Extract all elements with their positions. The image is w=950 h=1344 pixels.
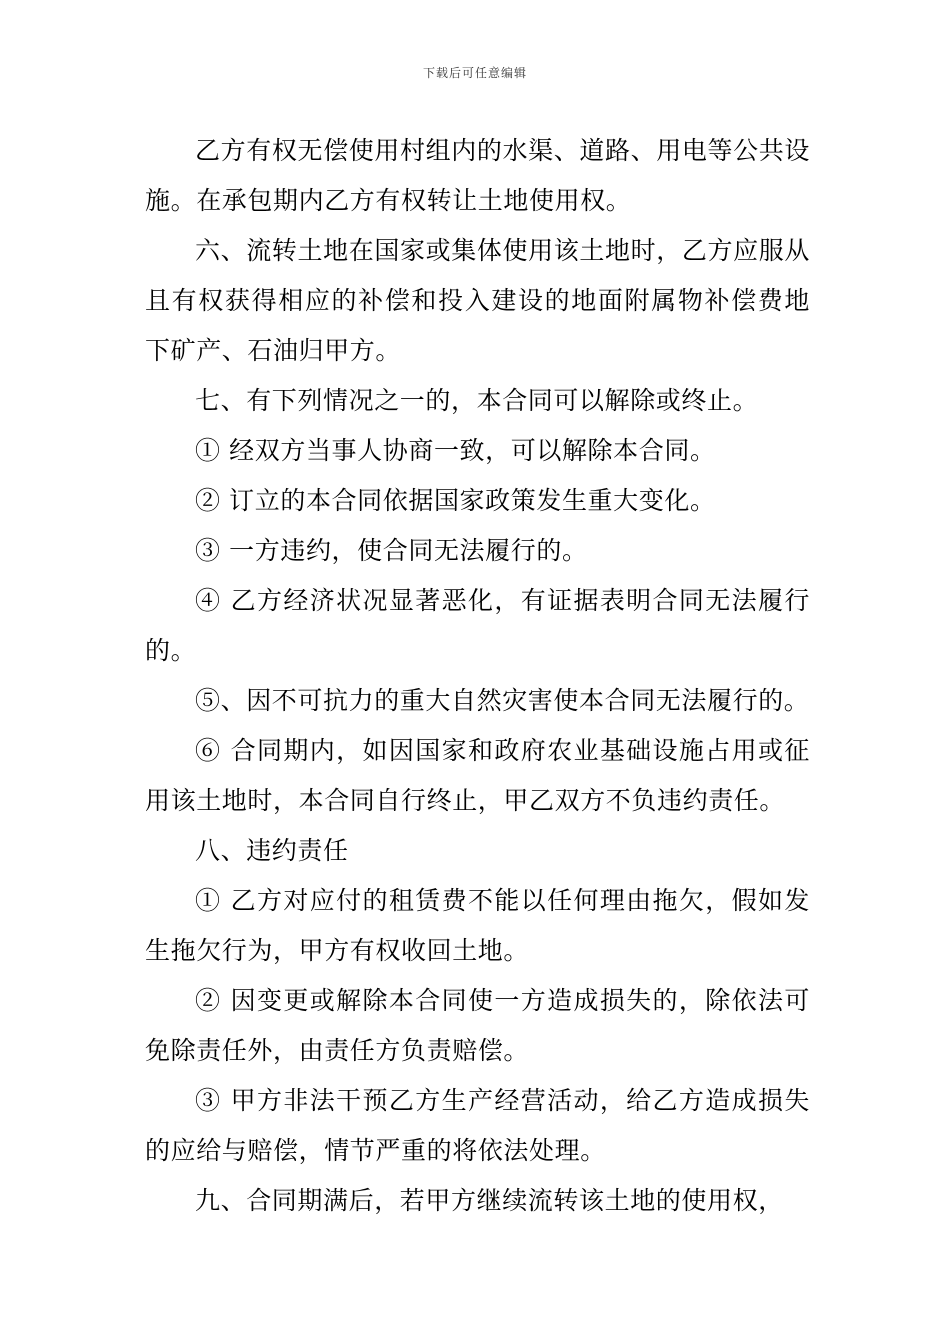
paragraph-clause-7-item-1: ① 经双方当事人协商一致，可以解除本合同。 (195, 436, 716, 465)
paragraph-clause-8-item-3: ③ 甲方非法干预乙方生产经营活动，给乙方造成损失的应给与赔偿，情节严重的将依法处理。 (145, 1086, 810, 1165)
document-body (145, 126, 810, 1226)
paragraph-clause-8-item-1: ① 乙方对应付的租赁费不能以任何理由拖欠，假如发生拖欠行为，甲方有权收回土地。 (145, 886, 810, 965)
paragraph-clause-7-item-2: ② 订立的本合同依据国家政策发生重大变化。 (195, 486, 716, 515)
paragraph-clause-8-item-2: ② 因变更或解除本合同使一方造成损失的，除依法可免除责任外，由责任方负责赔偿。 (145, 986, 810, 1065)
paragraph-clause-8: 八、违约责任 (195, 836, 349, 865)
paragraph-clause-7-item-6: ⑥ 合同期内，如因国家和政府农业基础设施占用或征用该土地时，本合同自行终止，甲乙双方不负违约责任。 (145, 736, 810, 815)
paragraph-clause-7-item-5: ⑤、因不可抗力的重大自然灾害使本合同无法履行的。 (195, 686, 810, 715)
paragraph-clause-7-item-4: ④ 乙方经济状况显著恶化，有证据表明合同无法履行的。 (145, 586, 810, 665)
paragraph-clause-6: 六、流转土地在国家或集体使用该土地时，乙方应服从且有权获得相应的补偿和投入建设的地面附属物补偿费地下矿产、石油归甲方。 (145, 236, 810, 365)
paragraph-clause-7: 七、有下列情况之一的，本合同可以解除或终止。 (195, 386, 759, 415)
paragraph-clause-7-item-3: ③ 一方违约，使合同无法履行的。 (195, 536, 588, 565)
page-header-note: 下载后可任意编辑 (422, 66, 527, 80)
paragraph-clause-9: 九、合同期满后，若甲方继续流转该土地的使用权， (195, 1186, 784, 1215)
paragraph-public-facilities: 乙方有权无偿使用村组内的水渠、道路、用电等公共设施。在承包期内乙方有权转让土地使用权。 (145, 136, 810, 215)
